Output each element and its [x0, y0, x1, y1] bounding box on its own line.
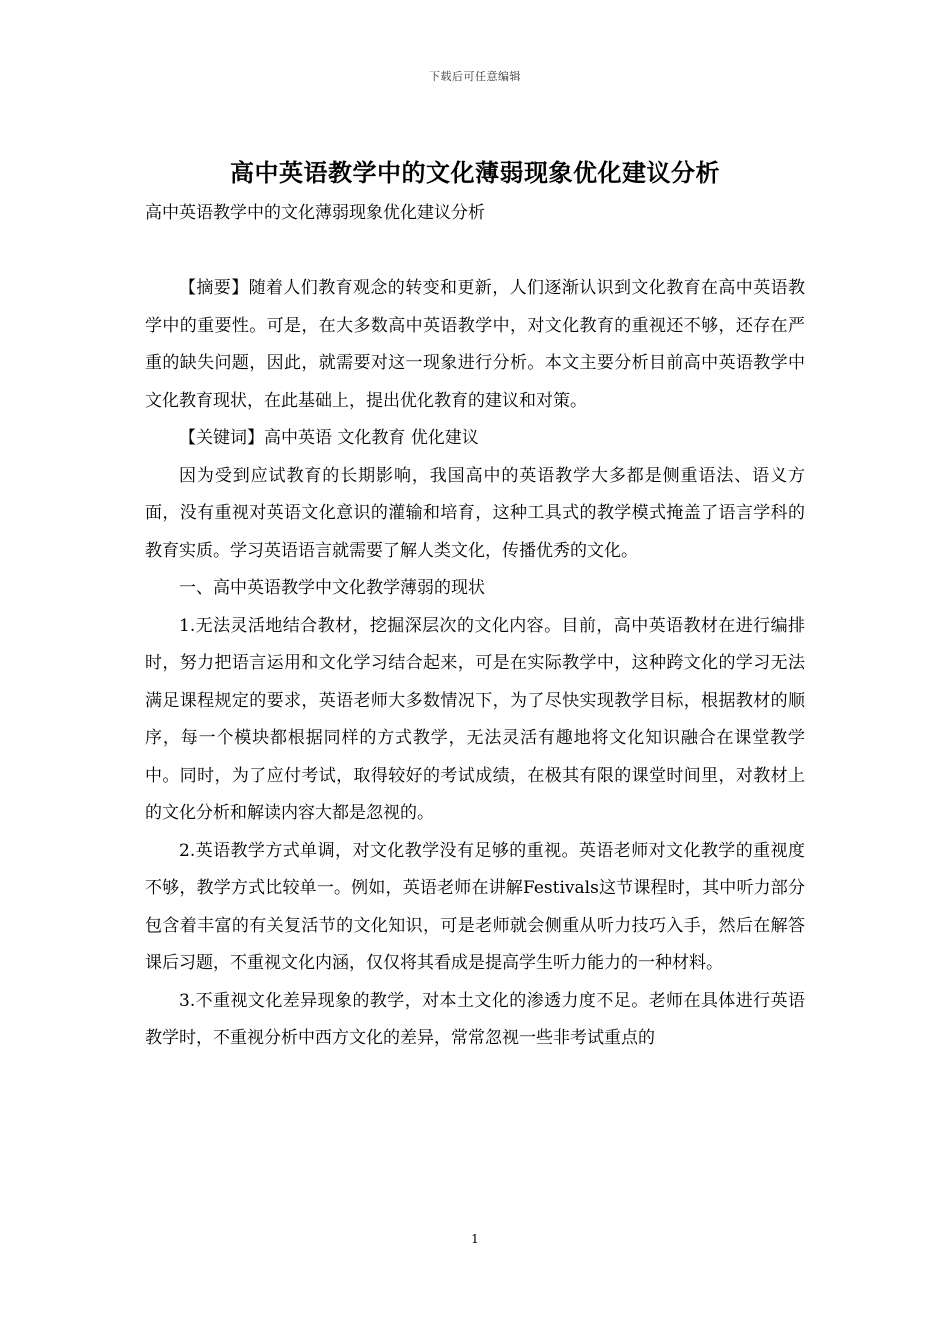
- section-heading: 一、高中英语教学中文化教学薄弱的现状: [179, 578, 485, 598]
- abstract-paragraph: 【摘要】随着人们教育观念的转变和更新，人们逐渐认识到文化教育在高中英语教学中的重要性。可是，在大多数高中英语教学中，对文化教育的重视还不够，还存在严重的缺失问题，因此，就需要对这一现象进行分析。本文主要分析目前高中英语教学中文化教育现状，在此基础上，提出优化教育的建议和对策。: [145, 278, 805, 411]
- intro-paragraph: 因为受到应试教育的长期影响，我国高中的英语教学大多都是侧重语法、语义方面，没有重视对英语文化意识的灌输和培育，这种工具式的教学模式掩盖了语言学科的教育实质。学习英语语言就需要了解人类文化，传播优秀的文化。: [145, 465, 805, 561]
- document-body: [145, 195, 805, 1058]
- point-3-paragraph: 3.不重视文化差异现象的教学，对本土文化的渗透力度不足。老师在具体进行英语教学时，不重视分析中西方文化的差异，常常忽视一些非考试重点的: [145, 990, 805, 1048]
- point-1-paragraph: 1.无法灵活地结合教材，挖掘深层次的文化内容。目前，高中英语教材在进行编排时，努力把语言运用和文化学习结合起来，可是在实际教学中，这种跨文化的学习无法满足课程规定的要求，英语老师大多数情况下，为了尽快实现教学目标，根据教材的顺序，每一个模块都根据同样的方式教学，无法灵活有趣地将文化知识融合在课堂教学中。同时，为了应付考试，取得较好的考试成绩，在极其有限的课堂时间里，对教材上的文化分析和解读内容大都是忽视的。: [145, 615, 805, 823]
- document-title: 高中英语教学中的文化薄弱现象优化建议分析: [230, 158, 720, 187]
- document-subtitle: 高中英语教学中的文化薄弱现象优化建议分析: [145, 203, 485, 223]
- page-number: 1: [471, 1232, 479, 1246]
- point-2-paragraph: 2.英语教学方式单调，对文化教学没有足够的重视。英语老师对文化教学的重视度不够，教学方式比较单一。例如，英语老师在讲解Festivals这节课程时，其中听力部分包含着丰富的有关复活节的文化知识，可是老师就会侧重从听力技巧入手，然后在解答课后习题，不重视文化内涵，仅仅将其看成是提高学生听力能力的一种材料。: [145, 840, 805, 973]
- header-note: 下载后可任意编辑: [429, 70, 521, 83]
- keywords-paragraph: 【关键词】高中英语 文化教育 优化建议: [179, 428, 479, 448]
